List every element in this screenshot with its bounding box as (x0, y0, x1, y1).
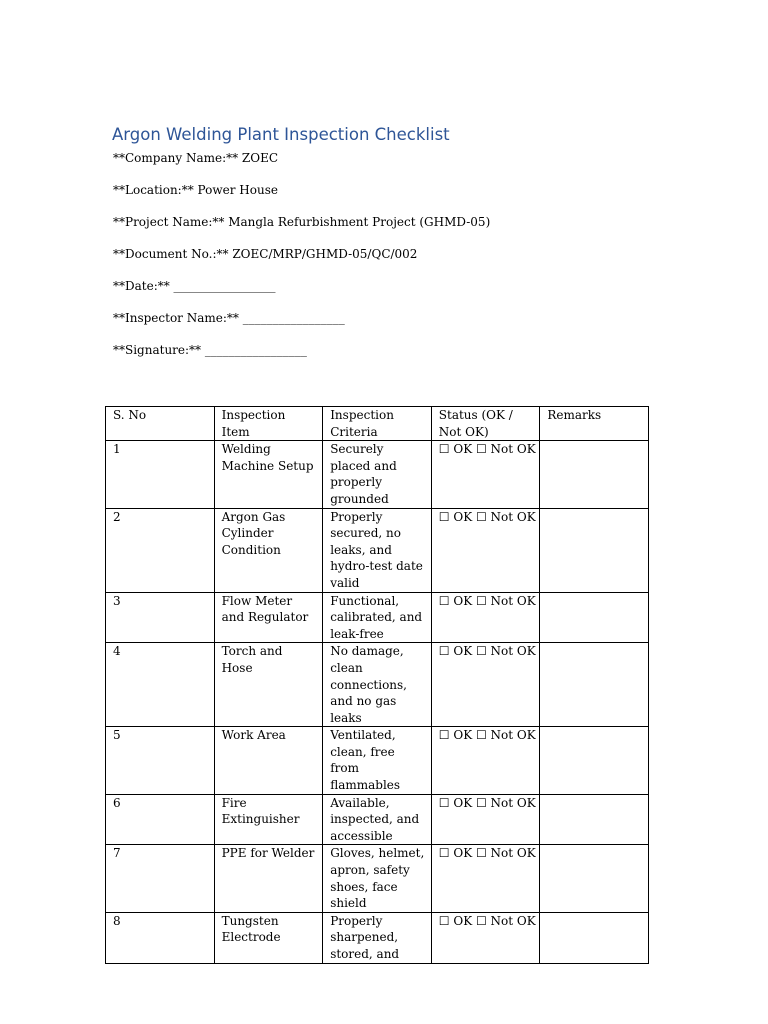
cell-status-checkboxes[interactable]: ☐ OK ☐ Not OK (431, 845, 540, 912)
cell-inspection-criteria: Properly sharpened, stored, and (323, 912, 432, 963)
cell-inspection-item: Welding Machine Setup (214, 441, 323, 508)
cell-inspection-item: Flow Meter and Regulator (214, 592, 323, 643)
date-field: **Date:** _________________ (113, 279, 276, 293)
cell-inspection-item: PPE for Welder (214, 845, 323, 912)
cell-inspection-criteria: Available, inspected, and accessible (323, 794, 432, 845)
cell-serial-number: 6 (106, 794, 215, 845)
cell-serial-number: 7 (106, 845, 215, 912)
table-row (106, 508, 649, 592)
header-serial-number: S. No (106, 407, 215, 441)
table-header-row (106, 407, 649, 441)
header-inspection-criteria: Inspection Criteria (323, 407, 432, 441)
cell-inspection-item: Tungsten Electrode (214, 912, 323, 963)
table-row (106, 643, 649, 727)
cell-serial-number: 4 (106, 643, 215, 727)
table-row (106, 727, 649, 794)
cell-remarks[interactable] (540, 727, 649, 794)
table-row (106, 912, 649, 963)
document-number-field: **Document No.:** ZOEC/MRP/GHMD-05/QC/002 (113, 247, 418, 261)
cell-status-checkboxes[interactable]: ☐ OK ☐ Not OK (431, 794, 540, 845)
cell-status-checkboxes[interactable]: ☐ OK ☐ Not OK (431, 643, 540, 727)
table-row (106, 794, 649, 845)
header-status: Status (OK / Not OK) (431, 407, 540, 441)
cell-inspection-criteria: Gloves, helmet, apron, safety shoes, face shield (323, 845, 432, 912)
cell-serial-number: 1 (106, 441, 215, 508)
cell-inspection-item: Work Area (214, 727, 323, 794)
cell-inspection-criteria: Ventilated, clean, free from flammables (323, 727, 432, 794)
cell-status-checkboxes[interactable]: ☐ OK ☐ Not OK (431, 727, 540, 794)
cell-remarks[interactable] (540, 794, 649, 845)
cell-inspection-item: Argon Gas Cylinder Condition (214, 508, 323, 592)
cell-serial-number: 5 (106, 727, 215, 794)
inspection-checklist-table (105, 406, 649, 964)
cell-remarks[interactable] (540, 508, 649, 592)
cell-remarks[interactable] (540, 592, 649, 643)
cell-inspection-item: Torch and Hose (214, 643, 323, 727)
table-row (106, 441, 649, 508)
cell-inspection-criteria: Functional, calibrated, and leak-free (323, 592, 432, 643)
cell-inspection-criteria: Properly secured, no leaks, and hydro-test date valid (323, 508, 432, 592)
table-row (106, 592, 649, 643)
cell-inspection-criteria: No damage, clean connections, and no gas leaks (323, 643, 432, 727)
company-name-field: **Company Name:** ZOEC (113, 151, 279, 165)
cell-status-checkboxes[interactable]: ☐ OK ☐ Not OK (431, 441, 540, 508)
signature-field: **Signature:** _________________ (113, 343, 307, 357)
cell-serial-number: 2 (106, 508, 215, 592)
cell-status-checkboxes[interactable]: ☐ OK ☐ Not OK (431, 508, 540, 592)
cell-remarks[interactable] (540, 643, 649, 727)
cell-inspection-criteria: Securely placed and properly grounded (323, 441, 432, 508)
cell-remarks[interactable] (540, 912, 649, 963)
header-remarks: Remarks (540, 407, 649, 441)
header-inspection-item: Inspection Item (214, 407, 323, 441)
cell-status-checkboxes[interactable]: ☐ OK ☐ Not OK (431, 912, 540, 963)
project-name-field: **Project Name:** Mangla Refurbishment Project (GHMD-05) (113, 215, 491, 229)
table-row (106, 845, 649, 912)
cell-remarks[interactable] (540, 441, 649, 508)
cell-inspection-item: Fire Extinguisher (214, 794, 323, 845)
cell-status-checkboxes[interactable]: ☐ OK ☐ Not OK (431, 592, 540, 643)
inspector-name-field: **Inspector Name:** _________________ (113, 311, 345, 325)
document-title: Argon Welding Plant Inspection Checklist (112, 125, 450, 144)
location-field: **Location:** Power House (113, 183, 278, 197)
cell-serial-number: 8 (106, 912, 215, 963)
cell-remarks[interactable] (540, 845, 649, 912)
cell-serial-number: 3 (106, 592, 215, 643)
